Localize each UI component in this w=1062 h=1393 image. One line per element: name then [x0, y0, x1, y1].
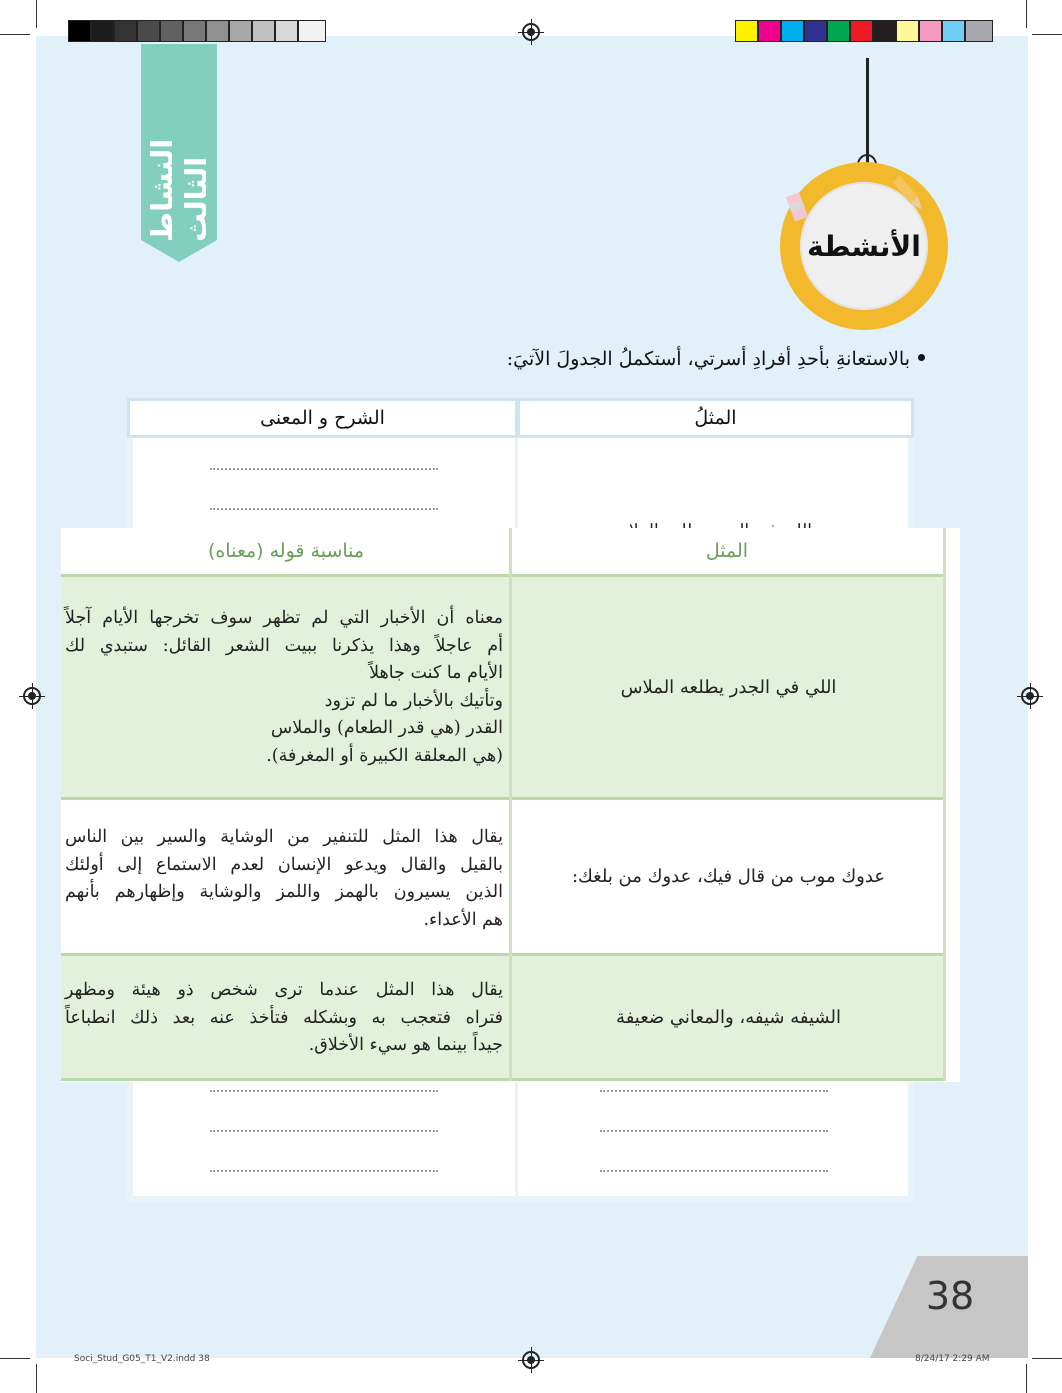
- meaning-line: فتراه فتعجب به وبشكله فتأخذ عنه بعد ذلك انطباعاً: [65, 1007, 503, 1028]
- page-number: 38: [925, 1274, 975, 1318]
- crop-mark: [36, 1364, 37, 1393]
- meaning-cell: [61, 605, 509, 773]
- answer-line: [600, 1160, 828, 1172]
- proverb-cell: عدوك موب من قال فيك، عدوك من بلغك:: [571, 866, 886, 887]
- answer-line: [210, 458, 438, 470]
- meaning-cell: [61, 824, 509, 936]
- worksheet-border: [127, 1196, 914, 1202]
- table-column-divider: [509, 528, 512, 1081]
- crop-mark: [0, 1358, 30, 1359]
- meaning-cell: [61, 977, 509, 1061]
- instruction-text: بالاستعانةِ بأحدِ أفرادِ أسرتي، أستكملُ الجدولَ الآتيَ:: [506, 348, 910, 370]
- crop-mark: [1026, 0, 1027, 28]
- answer-line: [210, 1120, 438, 1132]
- answer-line: [210, 1160, 438, 1172]
- badge-label: الأنشطة: [807, 229, 921, 263]
- proverb-cell: اللي في الجدر يطلعه الملاس: [620, 676, 837, 698]
- footer-date: 8/24/17 2:29 AM: [915, 1354, 990, 1364]
- table-header-meaning: مناسبة قوله (معناه): [207, 540, 365, 562]
- crop-mark: [1032, 34, 1062, 35]
- footer-filename: Soci_Stud_G05_T1_V2.indd 38: [74, 1354, 210, 1364]
- meaning-line: أم عاجلاً وهذا يذكرنا ببيت الشعر القائل: ستبدي لك: [65, 635, 503, 656]
- crop-mark: [0, 34, 30, 35]
- meaning-line: الأيام ما كنت جاهلاً: [369, 663, 503, 683]
- meaning-line: الذين يسيرون بالهمز واللمز والوشاية وإظهارهم بأنهم: [65, 882, 503, 902]
- table-header-proverb: المثل: [705, 540, 749, 562]
- side-tab-label: النشاط الثالث: [145, 138, 213, 242]
- crop-mark: [1032, 1358, 1062, 1359]
- worksheet-header-proverb: المثلُ: [517, 398, 914, 438]
- meaning-line: وتأتيك بالأخبار ما لم تزود: [324, 690, 503, 711]
- registration-mark-icon: [23, 687, 41, 705]
- meaning-line: يقال هذا المثل للتنفير من الوشاية والسير بين الناس: [65, 827, 503, 847]
- crop-mark: [1026, 1364, 1027, 1393]
- registration-mark-icon: [522, 1351, 540, 1369]
- meaning-line: هم الأعداء.: [423, 909, 503, 930]
- meaning-line: معناه أن الأخبار التي لم تظهر سوف تخرجها الأيام آجلاً: [65, 608, 503, 628]
- proverb-cell: الشيفه شيفه، والمعاني ضعيفة: [616, 1006, 841, 1028]
- meaning-line: (هي المعلقة الكبيرة أو المغرفة).: [266, 745, 503, 766]
- proverbs-table: [61, 528, 960, 1082]
- registration-mark-icon: [522, 23, 540, 41]
- meaning-line: جيداً بينما هو سيء الأخلاق.: [308, 1035, 503, 1055]
- crop-mark: [36, 0, 37, 28]
- answer-line: [600, 1120, 828, 1132]
- meaning-line: بالقيل والقال ويدعو الإنسان لعدم الاستماع إلى أولئك: [65, 854, 503, 875]
- table-column-divider: [943, 528, 946, 1081]
- side-tab-tip: [141, 240, 217, 262]
- meaning-line: يقال هذا المثل عندما ترى شخص ذو هيئة ومظهر: [65, 980, 503, 1000]
- meaning-line: القدر (هي قدر الطعام) والملاس: [270, 718, 503, 738]
- worksheet-proverb-peek: [560, 514, 860, 528]
- table-rule: [61, 1078, 945, 1081]
- worksheet-header-meaning: الشرح و المعنى: [127, 398, 518, 438]
- bullet-icon: [918, 354, 925, 361]
- registration-mark-icon: [1021, 687, 1039, 705]
- answer-line: [210, 498, 438, 510]
